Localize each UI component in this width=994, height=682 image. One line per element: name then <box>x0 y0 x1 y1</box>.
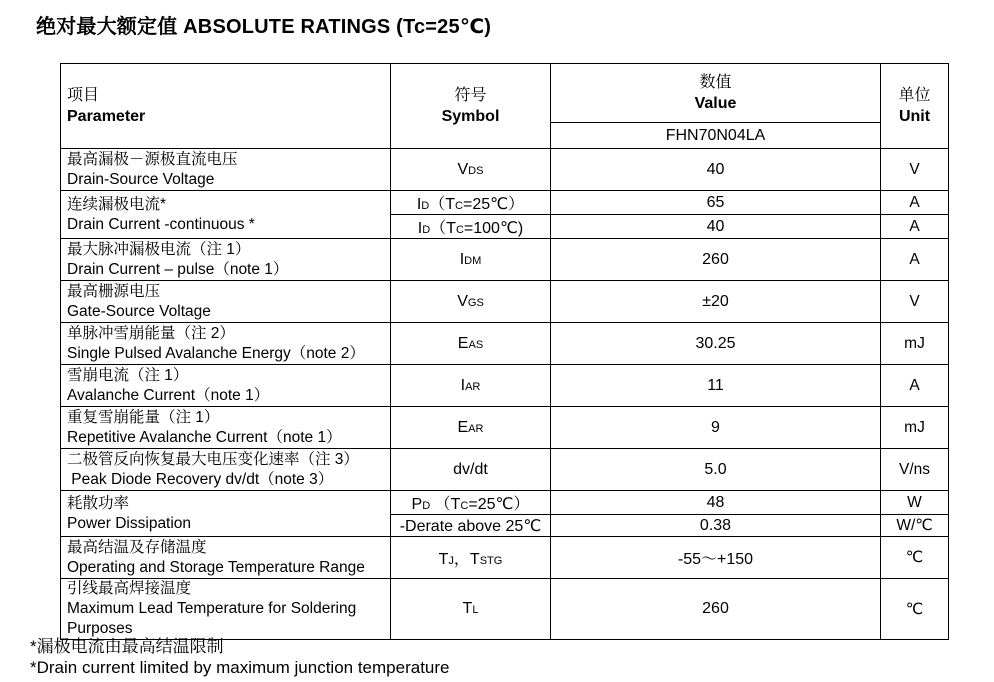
param-cell <box>61 191 391 239</box>
symbol-cell <box>391 215 551 239</box>
param-en: Avalanche Current（note 1） <box>67 386 270 404</box>
value-cell: -55～+150 <box>551 537 881 579</box>
table-row <box>61 191 949 215</box>
symbol-text: T <box>462 600 473 617</box>
symbol-text: I <box>459 250 465 268</box>
symbol-text: I <box>460 376 466 394</box>
unit-cell: A <box>881 239 949 281</box>
symbol-cell <box>391 239 551 281</box>
symbol-text: （T <box>430 220 456 237</box>
symbol-text: （T <box>429 196 456 213</box>
header-symbol-cn: 符号 <box>454 87 487 104</box>
symbol-cell <box>391 191 551 215</box>
symbol-subscript: STG <box>479 555 503 567</box>
table-row <box>61 449 949 491</box>
unit-cell: V/ns <box>881 449 949 491</box>
symbol-text: V <box>457 292 468 310</box>
symbol-text: （T <box>430 496 461 513</box>
value-cell: 5.0 <box>551 449 881 491</box>
param-cell <box>61 323 391 365</box>
param-cell <box>61 579 391 640</box>
param-cell <box>61 537 391 579</box>
symbol-text: -Derate above 25℃ <box>399 517 542 535</box>
header-model-cell: FHN70N04LA <box>551 123 881 149</box>
table-row <box>61 537 949 579</box>
value-cell: 260 <box>551 239 881 281</box>
symbol-text: ， <box>453 551 470 568</box>
symbol-text: I <box>416 196 422 213</box>
header-value-cn: 数值 <box>699 74 732 91</box>
header-unit-cell <box>881 64 949 149</box>
value-cell: 48 <box>551 491 881 515</box>
symbol-subscript: D <box>422 224 431 236</box>
symbol-subscript: GS <box>467 296 484 309</box>
param-en: Peak Diode Recovery dv/dt（note 3） <box>67 470 334 488</box>
param-cn: 耗散功率 <box>67 494 130 512</box>
value-cell: 260 <box>551 579 881 640</box>
param-cell <box>61 491 391 537</box>
table-row <box>61 239 949 281</box>
unit-cell: V <box>881 149 949 191</box>
table-row <box>61 365 949 407</box>
header-parameter-cell <box>61 64 391 149</box>
param-cell <box>61 407 391 449</box>
footnote-cn: *漏极电流由最高结温限制 <box>30 637 224 656</box>
header-value-en: Value <box>694 95 737 112</box>
symbol-cell <box>391 365 551 407</box>
unit-cell: ℃ <box>881 579 949 640</box>
ratings-table <box>60 63 949 640</box>
unit-cell: W/℃ <box>881 515 949 537</box>
unit-cell: V <box>881 281 949 323</box>
symbol-cell <box>391 491 551 515</box>
symbol-text: E <box>457 334 469 352</box>
symbol-subscript: C <box>455 224 464 236</box>
symbol-cell <box>391 449 551 491</box>
symbol-subscript: AR <box>468 422 484 435</box>
symbol-cell <box>391 281 551 323</box>
table-row <box>61 281 949 323</box>
symbol-cell <box>391 537 551 579</box>
header-unit-cn: 单位 <box>898 87 931 104</box>
param-en: Operating and Storage Temperature Range <box>67 558 365 576</box>
value-cell: 11 <box>551 365 881 407</box>
value-cell: 30.25 <box>551 323 881 365</box>
unit-cell: A <box>881 215 949 239</box>
param-cn: 连续漏极电流* <box>67 195 167 213</box>
symbol-cell <box>391 149 551 191</box>
symbol-subscript: DS <box>468 164 484 177</box>
unit-cell: A <box>881 191 949 215</box>
symbol-subscript: D <box>421 200 430 212</box>
symbol-text: T <box>438 551 449 568</box>
param-cn: 单脉冲雪崩能量（注 2） <box>67 324 235 342</box>
param-cn: 最高结温及存储温度 <box>67 538 207 556</box>
param-en: Repetitive Avalanche Current（note 1） <box>67 428 342 446</box>
symbol-text: E <box>457 418 469 436</box>
param-en: Maximum Lead Temperature for Soldering Purposes <box>67 600 357 637</box>
symbol-cell <box>391 323 551 365</box>
symbol-text: =100℃) <box>463 220 524 237</box>
param-cn: 重复雪崩能量（注 1） <box>67 408 220 426</box>
table-row <box>61 407 949 449</box>
unit-cell: ℃ <box>881 537 949 579</box>
param-cn: 最高漏极－源极直流电压 <box>67 150 238 168</box>
param-cn: 最大脉冲漏极电流（注 1） <box>67 240 251 258</box>
symbol-text: T <box>469 551 480 568</box>
symbol-subscript: C <box>460 500 469 512</box>
symbol-subscript: DM <box>464 254 482 267</box>
param-cell <box>61 365 391 407</box>
symbol-text: dv/dt <box>453 460 488 478</box>
header-row-1 <box>61 64 949 123</box>
symbol-text: =25℃） <box>468 496 530 513</box>
table-row <box>61 323 949 365</box>
page-title: 绝对最大额定值 ABSOLUTE RATINGS (Tc=25℃) <box>36 16 492 38</box>
symbol-subscript: AS <box>468 338 484 351</box>
symbol-subscript: AR <box>465 380 481 393</box>
value-cell: 65 <box>551 191 881 215</box>
table-row <box>61 579 949 640</box>
symbol-text: P <box>411 496 423 513</box>
value-cell: 40 <box>551 215 881 239</box>
param-cell <box>61 149 391 191</box>
symbol-text: =25℃） <box>463 196 525 213</box>
param-cn: 最高栅源电压 <box>67 282 161 300</box>
unit-cell: A <box>881 365 949 407</box>
param-cn: 二极管反向恢复最大电压变化速率（注 3） <box>67 450 359 468</box>
table-row <box>61 149 949 191</box>
symbol-text: I <box>417 220 423 237</box>
header-parameter-en: Parameter <box>67 108 146 125</box>
unit-cell: mJ <box>881 323 949 365</box>
symbol-subscript: L <box>472 604 479 616</box>
unit-cell: mJ <box>881 407 949 449</box>
header-parameter-cn: 项目 <box>67 87 100 104</box>
value-cell: ±20 <box>551 281 881 323</box>
symbol-text: V <box>457 160 469 178</box>
symbol-subscript: D <box>422 500 431 512</box>
param-cell <box>61 281 391 323</box>
param-cell <box>61 449 391 491</box>
param-en: Gate-Source Voltage <box>67 302 211 320</box>
param-cell <box>61 239 391 281</box>
header-unit-en: Unit <box>898 108 931 125</box>
header-symbol-cell <box>391 64 551 149</box>
header-symbol-en: Symbol <box>441 108 500 125</box>
unit-cell: W <box>881 491 949 515</box>
symbol-cell <box>391 407 551 449</box>
header-value-cell <box>551 64 881 123</box>
symbol-cell <box>391 579 551 640</box>
param-en: Drain Current – pulse（note 1） <box>67 260 289 278</box>
table-row <box>61 491 949 515</box>
symbol-subscript: J <box>448 555 454 567</box>
param-en: Drain Current -continuous * <box>67 215 255 233</box>
value-cell: 9 <box>551 407 881 449</box>
value-cell: 0.38 <box>551 515 881 537</box>
param-en: Drain-Source Voltage <box>67 170 215 188</box>
param-cn: 引线最高焊接温度 <box>67 580 192 597</box>
param-cn: 雪崩电流（注 1） <box>67 366 189 384</box>
param-en: Power Dissipation <box>67 514 192 532</box>
footnote-en: *Drain current limited by maximum junction temperature <box>30 658 450 677</box>
symbol-subscript: C <box>455 200 464 212</box>
symbol-cell <box>391 515 551 537</box>
param-en: Single Pulsed Avalanche Energy（note 2） <box>67 344 365 362</box>
value-cell: 40 <box>551 149 881 191</box>
